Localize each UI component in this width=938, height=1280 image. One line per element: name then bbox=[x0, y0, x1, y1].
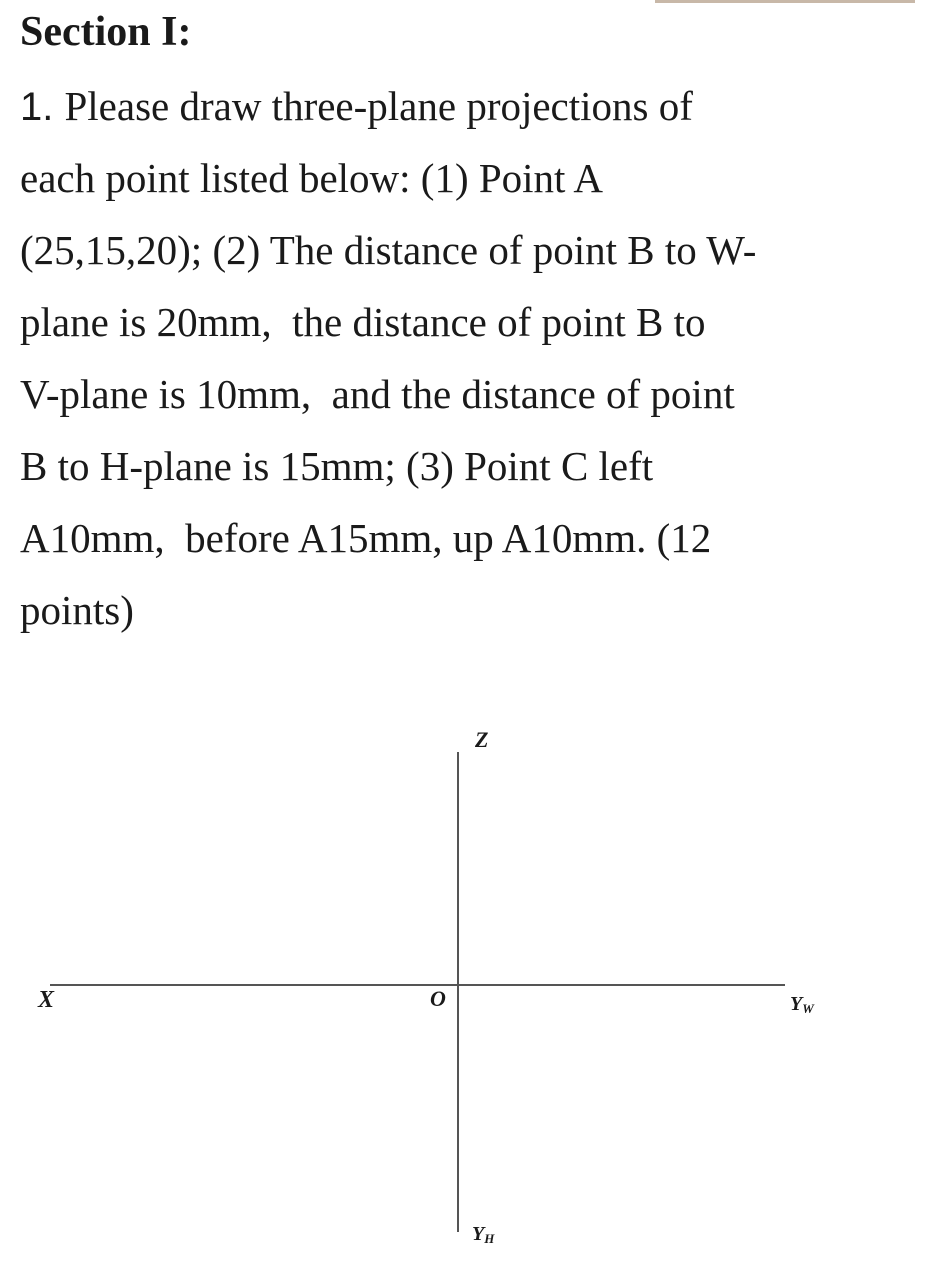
question-line-2: each point listed below: (1) Point A bbox=[20, 155, 604, 201]
x-axis-label: X bbox=[38, 987, 55, 1013]
yw-axis-label: YW bbox=[790, 993, 814, 1016]
question-line-5: V-plane is 10mm, and the distance of point bbox=[20, 371, 735, 417]
yw-axis-label-subscript: W bbox=[802, 1001, 814, 1016]
question-line-6: B to H-plane is 15mm; (3) Point C left bbox=[20, 443, 654, 489]
z-axis-label: Z bbox=[475, 727, 489, 752]
origin-label: O bbox=[430, 986, 446, 1011]
section-title: Section I: bbox=[20, 9, 192, 55]
question-line-8: points) bbox=[20, 587, 134, 633]
question-number: 1. bbox=[20, 85, 54, 129]
yh-axis-label: YH bbox=[472, 1223, 495, 1246]
question-line-1-text: Please draw three-plane projections of bbox=[64, 83, 693, 129]
question-line-3: (25,15,20); (2) The distance of point B to W- bbox=[20, 227, 757, 273]
question-line-4: plane is 20mm, the distance of point B to bbox=[20, 299, 706, 345]
yh-axis-label-subscript: H bbox=[484, 1231, 495, 1246]
question-line-7: A10mm, before A15mm, up A10mm. (12 bbox=[20, 515, 712, 561]
